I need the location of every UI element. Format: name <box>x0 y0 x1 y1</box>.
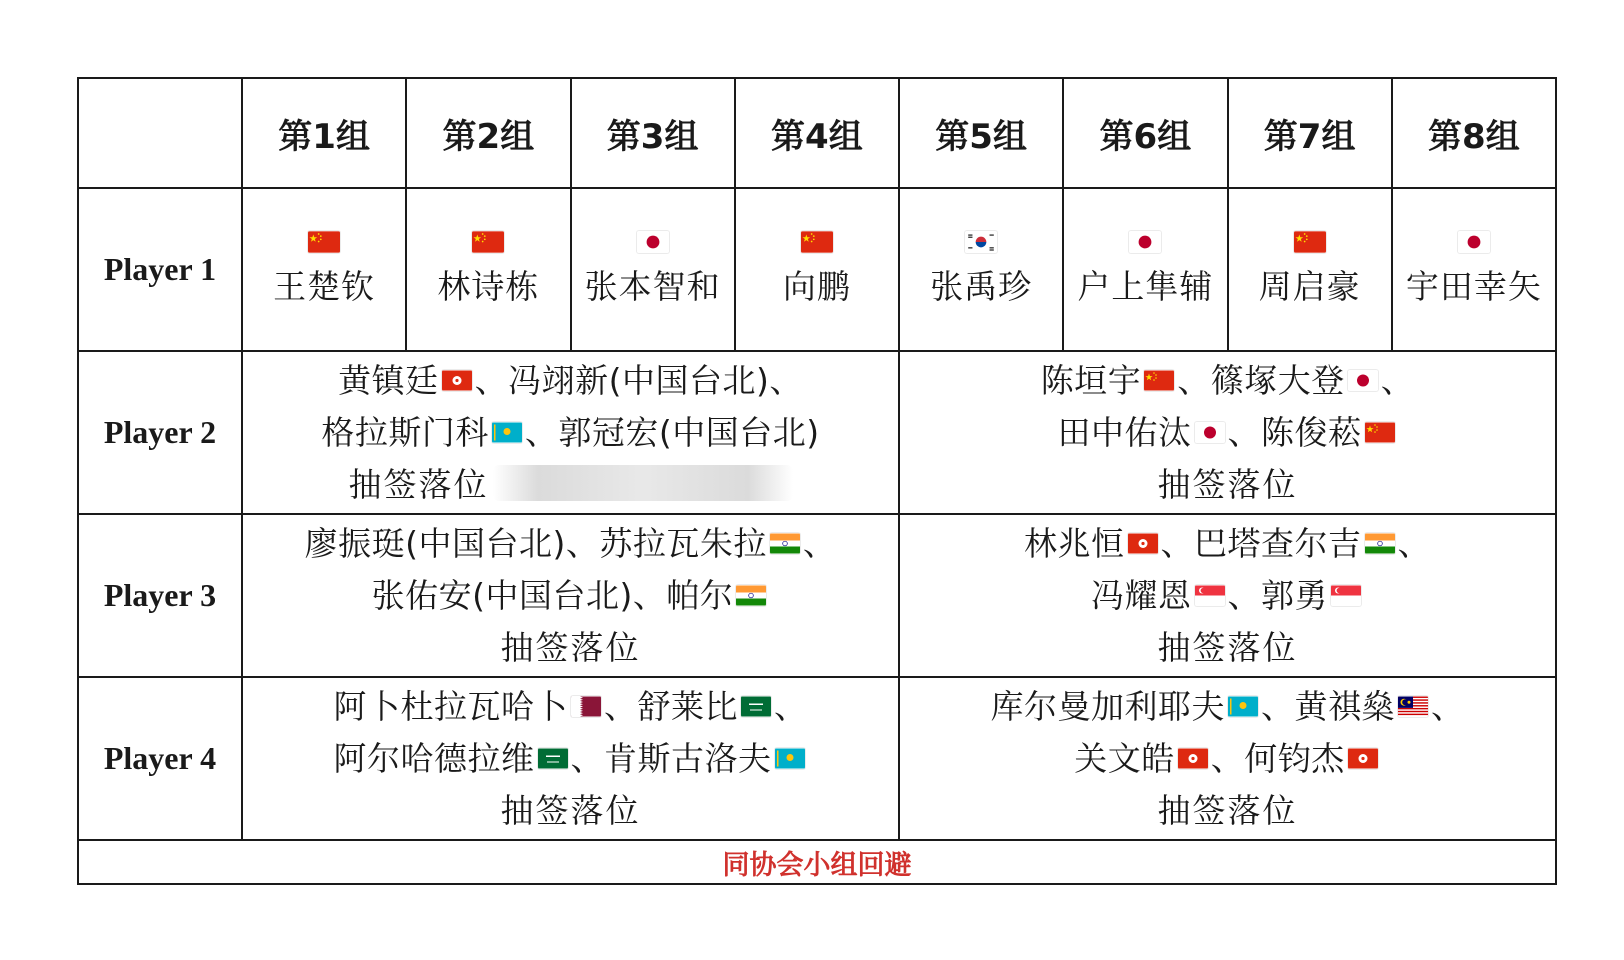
player3-row <box>78 514 1556 677</box>
draw-note: 抽签落位 <box>1157 790 1298 830</box>
flag-hongkong-icon <box>1178 748 1208 769</box>
player-name: 格拉斯门科 <box>321 412 489 452</box>
seed-name: 张禹珍 <box>930 267 1033 306</box>
flag-malaysia-icon <box>1398 696 1428 717</box>
player-name: 田中佑汰 <box>1057 412 1192 452</box>
footer-row <box>78 840 1556 884</box>
group-header-4: 第4组 <box>735 78 899 188</box>
separator: 、 <box>802 523 837 563</box>
seed-name: 林诗栋 <box>437 267 540 306</box>
seed-name: 周启豪 <box>1258 267 1361 306</box>
player-name: 张佑安(中国台北)、 <box>371 575 667 615</box>
flag-china-icon <box>308 231 340 253</box>
separator: 、 <box>1227 412 1261 452</box>
flag-india-icon <box>1365 533 1395 554</box>
flag-kazakhstan-icon <box>492 422 522 443</box>
player-name: 林兆恒 <box>1024 523 1125 563</box>
pool-line <box>243 355 898 407</box>
group-header-3: 第3组 <box>571 78 735 188</box>
pool-line <box>900 570 1555 622</box>
seed-cell-3 <box>571 188 735 351</box>
flag-singapore-icon <box>1195 585 1225 606</box>
seed-name: 王楚钦 <box>273 267 376 306</box>
group-header-2: 第2组 <box>406 78 570 188</box>
flag-china-icon <box>1144 370 1174 391</box>
pool-line <box>900 733 1555 785</box>
draw-note: 抽签落位 <box>1157 627 1298 667</box>
flag-singapore-icon <box>1331 585 1361 606</box>
player-name: 帕尔 <box>666 575 734 615</box>
player-name: 黄镇廷 <box>338 360 439 400</box>
row-label-player3: Player 3 <box>78 514 242 677</box>
flag-kazakhstan-icon <box>1228 696 1258 717</box>
seed-name: 向鹏 <box>782 267 851 306</box>
player-name: 阿尔哈德拉维 <box>333 738 535 778</box>
separator: 、 <box>1397 523 1431 563</box>
player-name: 何钧杰 <box>1244 738 1345 778</box>
pool-cell-player2-left <box>242 351 899 514</box>
seed-name: 宇田幸矢 <box>1405 267 1542 306</box>
player-name: 巴塔查尔吉 <box>1194 523 1362 563</box>
separator: 、 <box>1227 575 1261 615</box>
pool-line <box>243 733 898 785</box>
pool-line <box>243 407 898 459</box>
group-header-5: 第5组 <box>899 78 1063 188</box>
separator: 、 <box>1431 686 1465 726</box>
watermark-blur <box>493 465 793 501</box>
flag-japan-icon <box>1129 231 1161 253</box>
pool-line <box>900 681 1555 733</box>
flag-hongkong-icon <box>1348 748 1378 769</box>
draw-note: 抽签落位 <box>500 790 641 830</box>
player-name: 舒莱比 <box>637 686 738 726</box>
group-header-6: 第6组 <box>1063 78 1227 188</box>
player2-row <box>78 351 1556 514</box>
separator: 、 <box>570 738 604 778</box>
separator: 、 <box>1210 738 1245 778</box>
separator: 、 <box>1177 360 1211 400</box>
separator: 、 <box>474 360 509 400</box>
seed-cell-4 <box>735 188 899 351</box>
row-label-player1: Player 1 <box>78 188 242 351</box>
seed-cell-8 <box>1392 188 1556 351</box>
corner-cell <box>78 78 242 188</box>
flag-japan-icon <box>1458 231 1490 253</box>
separator: 、 <box>774 686 808 726</box>
row-label-player4: Player 4 <box>78 677 242 840</box>
seed-cell-6 <box>1063 188 1227 351</box>
player-name: 篠塚大登 <box>1210 360 1345 400</box>
pool-line <box>900 622 1555 674</box>
pool-line <box>243 459 898 511</box>
row-label-player2: Player 2 <box>78 351 242 514</box>
group-header-7: 第7组 <box>1228 78 1392 188</box>
separator: 、 <box>1160 523 1194 563</box>
player-name: 关文皓 <box>1074 738 1175 778</box>
player-name: 阿卜杜拉瓦哈卜 <box>333 686 568 726</box>
player-name: 肯斯古洛夫 <box>604 738 772 778</box>
pool-line <box>243 681 898 733</box>
pool-cell-player3-left <box>242 514 899 677</box>
pool-line <box>900 407 1555 459</box>
pool-line <box>243 570 898 622</box>
pool-cell-player4-left <box>242 677 899 840</box>
separator: 、 <box>1380 360 1415 400</box>
player-name: 苏拉瓦朱拉 <box>599 523 767 563</box>
flag-kazakhstan-icon <box>775 748 805 769</box>
pool-line <box>900 355 1555 407</box>
player-name: 冯耀恩 <box>1091 575 1192 615</box>
pool-line <box>243 622 898 674</box>
flag-china-icon <box>1294 231 1326 253</box>
pool-cell-player4-right <box>899 677 1556 840</box>
player-name: 郭勇 <box>1261 575 1328 615</box>
flag-hongkong-icon <box>442 370 472 391</box>
draw-table <box>77 77 1557 885</box>
flag-korea-icon <box>965 231 997 253</box>
flag-japan-icon <box>1195 422 1225 443</box>
player-name: 陈垣宇 <box>1040 360 1142 400</box>
seed-name: 张本智和 <box>584 267 721 306</box>
separator: 、 <box>524 412 559 452</box>
flag-india-icon <box>736 585 766 606</box>
association-avoid-note: 同协会小组回避 <box>78 840 1556 884</box>
draw-note: 抽签落位 <box>500 627 641 667</box>
player-name: 郭冠宏(中国台北) <box>558 412 820 452</box>
pool-line <box>243 785 898 837</box>
pool-line <box>900 518 1555 570</box>
player-name: 陈俊菘 <box>1261 412 1362 452</box>
player-name: 黄祺燊 <box>1294 686 1395 726</box>
flag-saudi-icon <box>538 748 568 769</box>
player-name: 库尔曼加利耶夫 <box>990 686 1225 726</box>
seed-cell-5 <box>899 188 1063 351</box>
pool-cell-player2-right <box>899 351 1556 514</box>
flag-india-icon <box>770 533 800 554</box>
flag-china-icon <box>1365 422 1395 443</box>
flag-china-icon <box>801 231 833 253</box>
seed-cell-1 <box>242 188 406 351</box>
flag-hongkong-icon <box>1128 533 1158 554</box>
player-name: 冯翊新(中国台北)、 <box>508 360 803 400</box>
flag-japan-icon <box>1348 370 1378 391</box>
flag-saudi-icon <box>741 696 771 717</box>
group-header-8: 第8组 <box>1392 78 1556 188</box>
pool-line <box>900 459 1555 511</box>
pool-cell-player3-right <box>899 514 1556 677</box>
player4-row <box>78 677 1556 840</box>
flag-qatar-icon <box>571 696 601 717</box>
header-row <box>78 78 1556 188</box>
flag-china-icon <box>472 231 504 253</box>
pool-line <box>243 518 898 570</box>
pool-line <box>900 785 1555 837</box>
draw-note: 抽签落位 <box>348 464 489 504</box>
draw-note: 抽签落位 <box>1157 464 1298 504</box>
player-name: 廖振珽(中国台北)、 <box>304 523 600 563</box>
separator: 、 <box>604 686 638 726</box>
seed-cell-7 <box>1228 188 1392 351</box>
seed-name: 户上隼辅 <box>1077 267 1214 306</box>
separator: 、 <box>1261 686 1295 726</box>
flag-japan-icon <box>637 231 669 253</box>
seed-cell-2 <box>406 188 570 351</box>
group-header-1: 第1组 <box>242 78 406 188</box>
player1-row <box>78 188 1556 351</box>
